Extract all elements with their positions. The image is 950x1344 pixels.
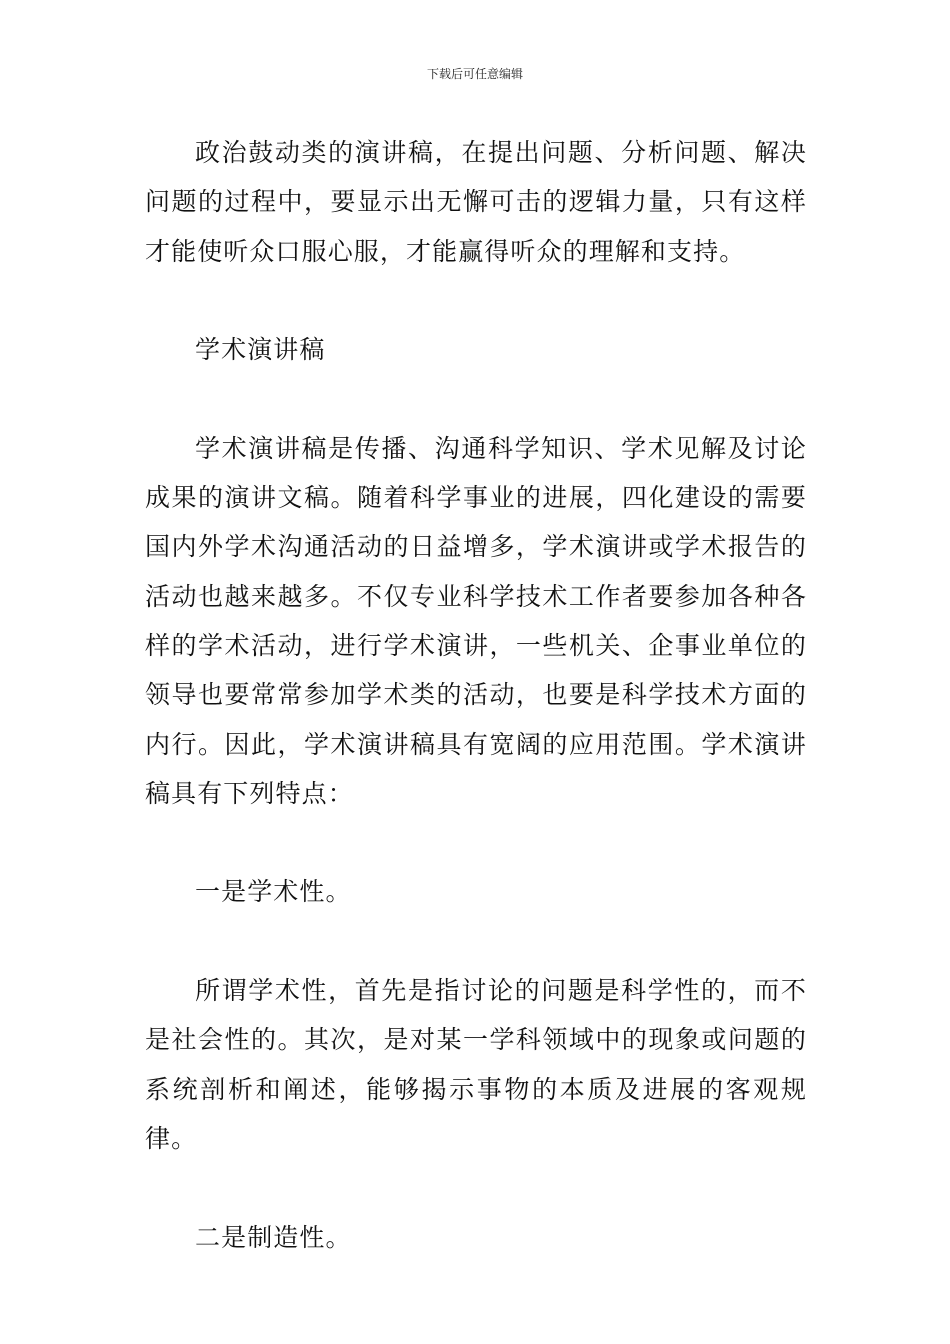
- page-header: 下载后可任意编辑: [426, 67, 523, 81]
- paragraph-political-speech: 政治鼓动类的演讲稿，在提出问题、分析问题、解决问题的过程中，要显示出无懈可击的逻辑力量，只有这样才能使听众口服心服，才能赢得听众的理解和支持。: [145, 138, 807, 266]
- point-heading-creative: 二是制造性。: [195, 1222, 352, 1252]
- document-body: [145, 128, 807, 1262]
- paragraph-gap: [145, 1163, 807, 1212]
- paragraph-academic-speech-definition: 学术演讲稿是传播、沟通科学知识、学术见解及讨论成果的演讲文稿。随着科学事业的进展，四化建设的需要国内外学术沟通活动的日益增多，学术演讲或学术报告的活动也越来越多。不仅专业科学技术工作者要参加各种各样的学术活动，进行学术演讲，一些机关、企事业单位的领导也要常常参加学术类的活动，也要是科学技术方面的内行。因此，学术演讲稿具有宽阔的应用范围。学术演讲稿具有下列特点：: [145, 433, 807, 808]
- paragraph-gap: [145, 917, 807, 966]
- paragraph-gap: [145, 818, 807, 867]
- paragraph-gap: [145, 276, 807, 325]
- point-heading-academic: 一是学术性。: [195, 877, 352, 907]
- paragraph-gap: [145, 374, 807, 423]
- paragraph-academic-explanation: 所谓学术性，首先是指讨论的问题是科学性的，而不是社会性的。其次，是对某一学科领域中的现象或问题的系统剖析和阐述，能够揭示事物的本质及进展的客观规律。: [145, 976, 807, 1153]
- section-heading-academic-speech: 学术演讲稿: [195, 335, 326, 365]
